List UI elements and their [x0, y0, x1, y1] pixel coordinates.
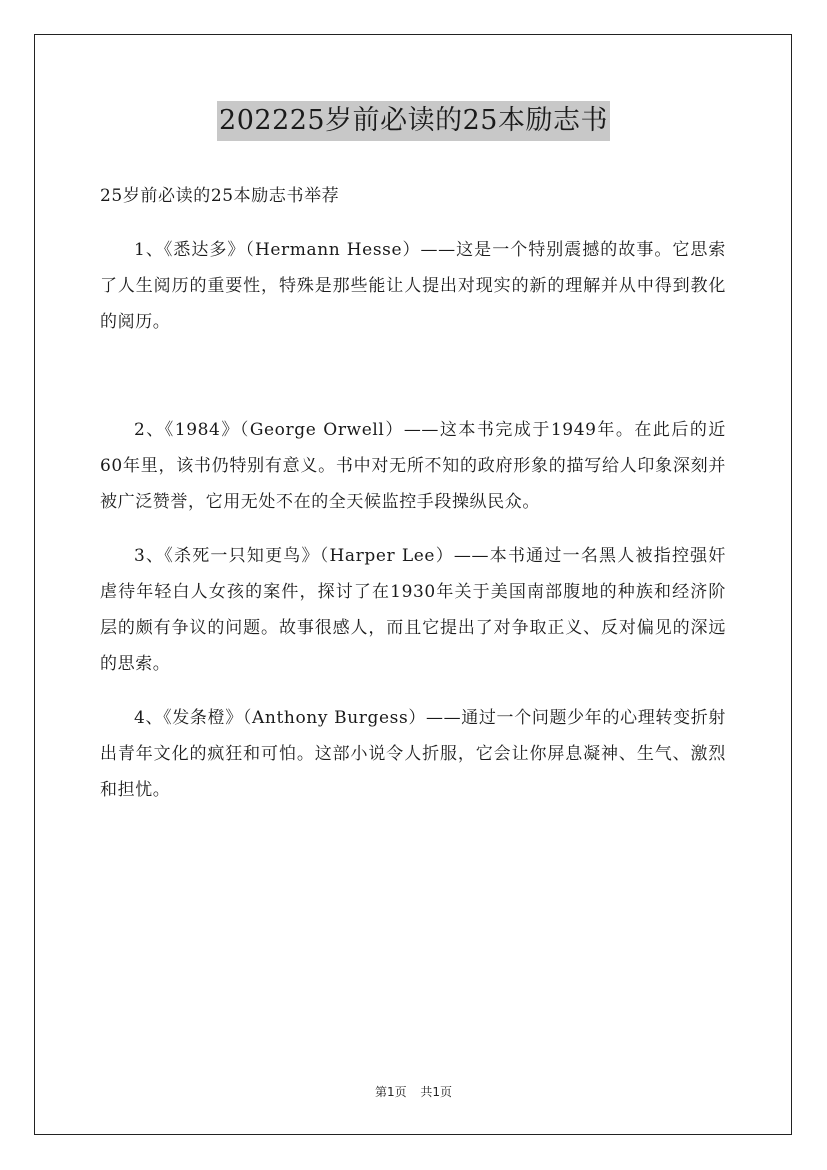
document-title-text: 202225岁前必读的25本励志书	[217, 101, 610, 141]
paragraph-3: 3、《杀死一只知更鸟》（Harper Lee）——本书通过一名黑人被指控强奸虐待年轻白人女孩的案件，探讨了在1930年关于美国南部腹地的种族和经济阶层的颇有争议的问题。故事很感人，而且它提出了对争取正义、反对偏见的深远的思索。	[100, 546, 726, 674]
document-body	[100, 178, 726, 826]
paragraph-4: 4、《发条橙》（Anthony Burgess）——通过一个问题少年的心理转变折射出青年文化的疯狂和可怕。这部小说令人折服，它会让你屏息凝神、生气、激烈和担忧。	[100, 708, 726, 800]
paragraph-1: 1、《悉达多》（Hermann Hesse）——这是一个特别震撼的故事。它思索了人生阅历的重要性，特殊是那些能让人提出对现实的新的理解并从中得到教化的阅历。	[100, 240, 726, 332]
page-number-total: 共1页	[420, 1085, 453, 1099]
intro-line: 25岁前必读的25本励志书举荐	[100, 186, 340, 206]
page-footer	[0, 1083, 827, 1100]
paragraph-2: 2、《1984》（George Orwell）——这本书完成于1949年。在此后的近60年里，该书仍特别有意义。书中对无所不知的政府形象的描写给人印象深刻并被广泛赞誉，它用无处不在的全天候监控手段操纵民众。	[100, 420, 726, 512]
document-title	[0, 101, 827, 141]
page-number-current: 第1页	[374, 1085, 407, 1099]
